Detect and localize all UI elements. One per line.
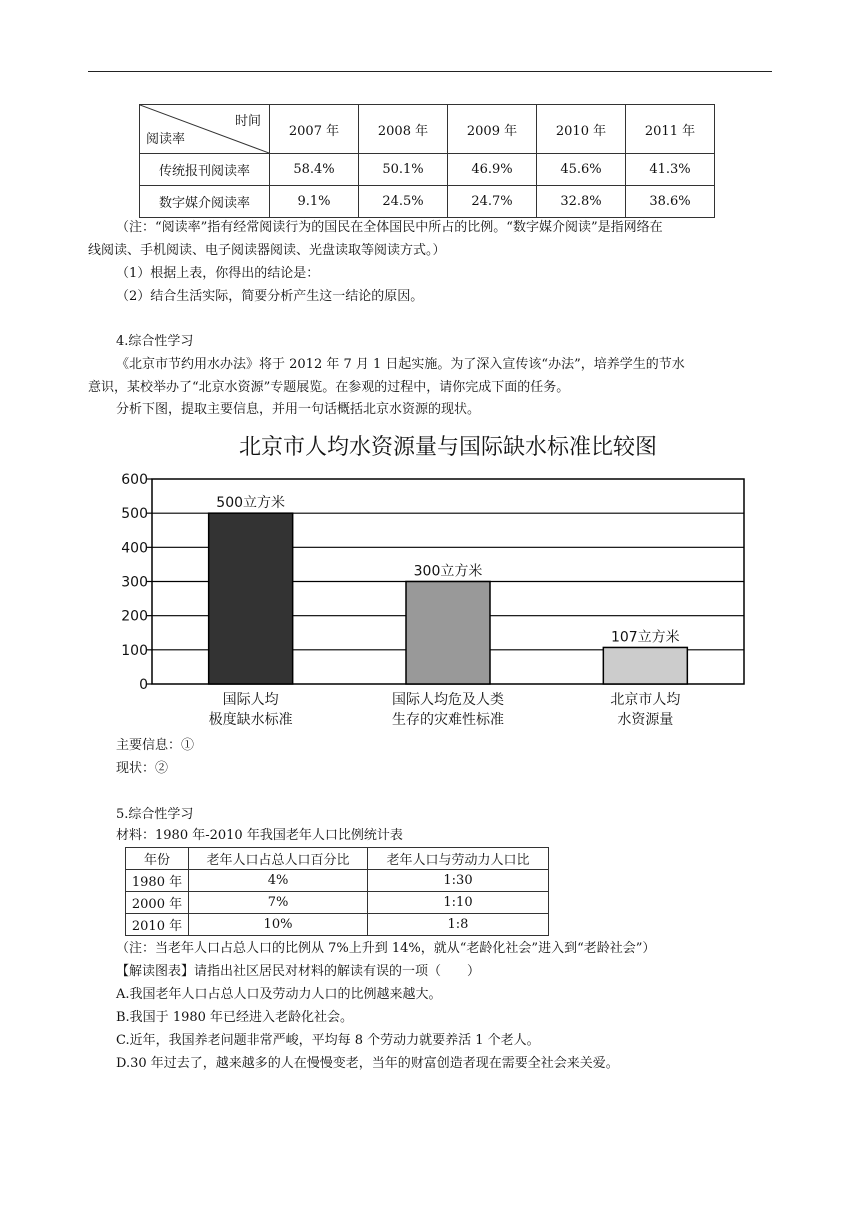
bar (603, 647, 687, 684)
table-cell: 1:30 (368, 870, 549, 892)
section-title-5: 5.综合性学习 (116, 807, 194, 822)
question-item-1: （1）根据上表，你得出的结论是： (116, 266, 320, 281)
table-row (140, 186, 715, 218)
table-note-line2: 线阅读、手机阅读、电子阅读器阅读、光盘读取等阅读方式。） (88, 243, 446, 258)
bar (406, 582, 490, 685)
question-item-2: （2）结合生活实际，简要分析产生这一结论的原因。 (116, 289, 424, 304)
row-label: 数字媒介阅读率 (140, 186, 270, 218)
option-c: C.近年，我国养老问题非常严峻，平均每 8 个劳动力就要养活 1 个老人。 (116, 1033, 540, 1048)
data-label: 107立方米 (610, 629, 680, 646)
year-header: 2010 年 (537, 105, 626, 154)
y-tick-label: 0 (139, 677, 148, 693)
year-header: 2008 年 (359, 105, 448, 154)
table-cell: 50.1% (359, 154, 448, 186)
column-header: 年份 (126, 848, 189, 870)
table-cell: 41.3% (626, 154, 715, 186)
table-cell: 38.6% (626, 186, 715, 218)
table-cell: 1980 年 (126, 870, 189, 892)
table-cell: 2010 年 (126, 914, 189, 936)
water-resource-bar-chart (110, 428, 760, 733)
y-tick-label: 500 (121, 506, 148, 523)
chart-title: 北京市人均水资源量与国际缺水标准比较图 (238, 435, 658, 460)
table-cell: 4% (189, 870, 368, 892)
y-tick-label: 100 (121, 642, 148, 659)
table-cell: 58.4% (270, 154, 359, 186)
category-label: 生存的灾难性标准 (392, 712, 504, 728)
data-label: 300立方米 (413, 563, 483, 580)
diagonal-header-cell (140, 105, 270, 154)
corner-rate-label: 阅读率 (146, 132, 186, 147)
y-tick-label: 600 (121, 472, 148, 488)
corner-time-label: 时间 (234, 114, 261, 129)
category-label: 国际人均危及人类 (392, 692, 504, 708)
table-row (126, 870, 549, 892)
table-row (126, 914, 549, 936)
header-rule (88, 71, 772, 72)
material-caption: 材料：1980 年-2010 年我国老年人口比例统计表 (116, 828, 403, 843)
reading-rate-table (139, 104, 715, 218)
elderly-population-table (125, 847, 549, 936)
table-cell: 46.9% (448, 154, 537, 186)
table-header-row (126, 848, 549, 870)
option-d: D.30 年过去了，越来越多的人在慢慢变老，当年的财富创造者现在需要全社会来关爱。 (116, 1056, 619, 1071)
table-header-row (140, 105, 715, 154)
category-label: 北京市人均 (610, 692, 681, 708)
y-tick-label: 200 (121, 608, 148, 625)
bar (209, 513, 293, 684)
option-a: A.我国老年人口占总人口及劳动力人口的比例越来越大。 (116, 987, 442, 1002)
section4-para2: 分析下图，提取主要信息，并用一句话概括北京水资源的现状。 (116, 402, 481, 417)
section-title-4: 4.综合性学习 (116, 334, 194, 349)
table-cell: 2000 年 (126, 892, 189, 914)
section4-para1-line1: 《北京市节约用水办法》将于 2012 年 7 月 1 日起实施。为了深入宣传该“办法”，培养学生的节水 (116, 357, 685, 372)
table-note-line1: （注：“阅读率”指有经常阅读行为的国民在全体国民中所占的比例。“数字媒介阅读”是指网络在 (116, 220, 663, 235)
interpret-question: 【解读图表】请指出社区居民对材料的解读有误的一项（ ） (116, 964, 481, 979)
year-header: 2009 年 (448, 105, 537, 154)
column-header: 老年人口占总人口百分比 (189, 848, 368, 870)
table-row (140, 154, 715, 186)
category-label: 国际人均 (222, 692, 279, 708)
status-prompt: 现状：② (116, 761, 169, 776)
main-info-prompt: 主要信息：① (116, 738, 195, 753)
table-row (126, 892, 549, 914)
table-cell: 9.1% (270, 186, 359, 218)
year-header: 2011 年 (626, 105, 715, 154)
row-label: 传统报刊阅读率 (140, 154, 270, 186)
data-label: 500立方米 (216, 495, 286, 512)
table-cell: 7% (189, 892, 368, 914)
category-label: 水资源量 (617, 712, 674, 728)
y-tick-label: 400 (121, 540, 148, 557)
y-tick-label: 300 (121, 574, 148, 591)
table-cell: 1:10 (368, 892, 549, 914)
year-header: 2007 年 (270, 105, 359, 154)
option-b: B.我国于 1980 年已经进入老龄化社会。 (116, 1010, 354, 1025)
table-cell: 32.8% (537, 186, 626, 218)
column-header: 老年人口与劳动力人口比 (368, 848, 549, 870)
table-cell: 1:8 (368, 914, 549, 936)
table-cell: 10% (189, 914, 368, 936)
table-cell: 45.6% (537, 154, 626, 186)
category-label: 极度缺水标准 (208, 712, 293, 728)
aging-note: （注：当老年人口占总人口的比例从 7%上升到 14%，就从“老龄化社会”进入到“老龄社会”） (116, 941, 656, 956)
table-cell: 24.7% (448, 186, 537, 218)
table-cell: 24.5% (359, 186, 448, 218)
section4-para1-line2: 意识，某校举办了“北京水资源”专题展览。在参观的过程中，请你完成下面的任务。 (88, 380, 570, 395)
